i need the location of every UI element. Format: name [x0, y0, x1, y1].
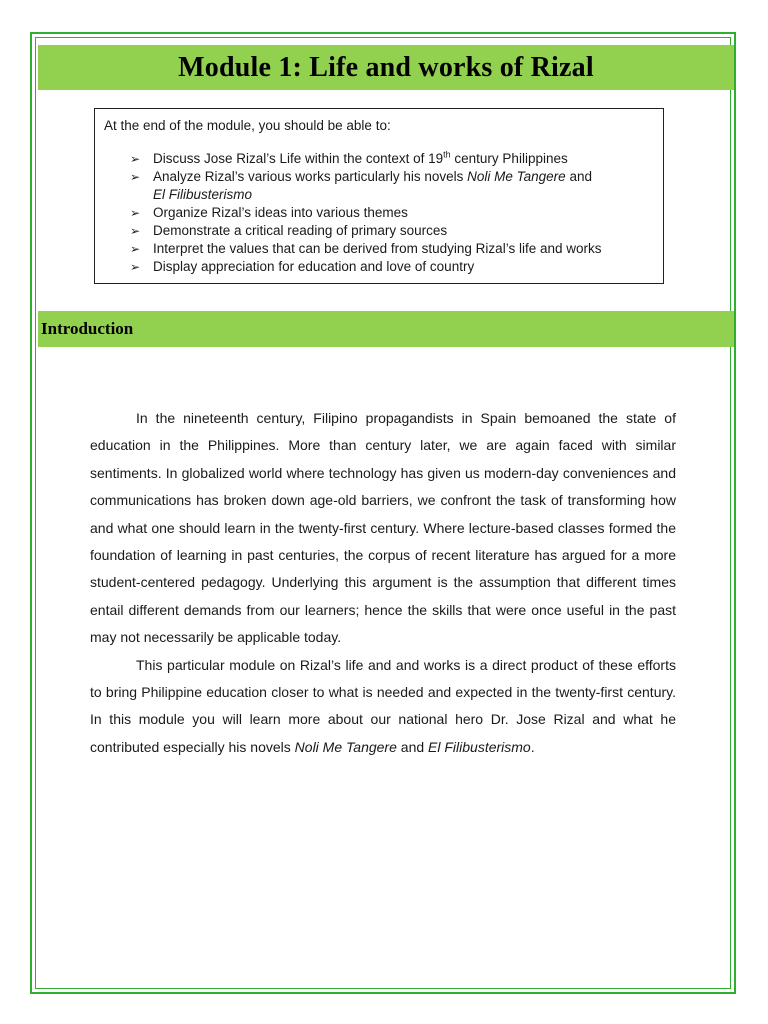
- introduction-heading-bar: [38, 311, 734, 347]
- objective-superscript: th: [443, 149, 451, 160]
- objective-text: Analyze Rizal’s various works particularly his novels: [153, 169, 468, 184]
- learning-objectives-box: [94, 108, 664, 284]
- introduction-heading: Introduction: [41, 319, 134, 338]
- novel-title-noli: Noli Me Tangere: [294, 738, 397, 755]
- arrow-bullet-icon: ➢: [130, 224, 141, 238]
- arrow-bullet-icon: ➢: [130, 152, 141, 166]
- objective-text: Interpret the values that can be derived from studying Rizal’s life and works: [153, 241, 602, 256]
- novel-title-noli: Noli Me Tangere: [467, 169, 566, 184]
- objective-item: [130, 258, 653, 276]
- objective-text-mid: and: [565, 169, 592, 184]
- objective-text-end: century Philippines: [450, 151, 568, 166]
- arrow-bullet-icon: ➢: [130, 170, 141, 184]
- objective-text: Discuss Jose Rizal’s Life within the context of 19: [153, 151, 444, 166]
- objective-text: Demonstrate a critical reading of primary sources: [153, 223, 448, 238]
- paragraph-text: This particular module on Rizal’s life and and works is a direct product of these efforts to bring Philippine education closer to what is needed and expected in the twenty-first century. In this module you will learn more about our national hero Dr. Jose Rizal and what he contributed especially his novels: [90, 656, 676, 755]
- objective-text: Display appreciation for education and love of country: [153, 259, 475, 274]
- objective-item: [130, 240, 653, 258]
- novel-title-fili: El Filibusterismo: [428, 738, 531, 755]
- objective-text: Organize Rizal’s ideas into various themes: [153, 205, 408, 220]
- paragraph-text-end: .: [530, 738, 535, 755]
- objectives-lead: At the end of the module, you should be able to:: [104, 118, 391, 133]
- introduction-paragraph-2: [90, 652, 676, 762]
- module-title: Module 1: Life and works of Rizal: [178, 51, 594, 83]
- paragraph-text-mid: and: [396, 738, 429, 755]
- module-title-bar: [38, 45, 734, 90]
- introduction-body: [90, 405, 676, 761]
- novel-title-fili: El Filibusterismo: [153, 187, 253, 202]
- introduction-paragraph-1: In the nineteenth century, Filipino propagandists in Spain bemoaned the state of education in the Philippines. More than century later, we are again faced with similar sentiments. In globalized world where technology has given us modern-day conveniences and communications has broken down age-old barriers, we confront the task of transforming how and what one should learn in the twenty-first century. Where lecture-based classes formed the foundation of learning in past centuries, the corpus of recent literature has argued for a more student-centered pedagogy. Underlying this argument is the assumption that different times entail different demands from our learners; hence the skills that were once useful in the past may not necessarily be applicable today.: [90, 410, 676, 646]
- objective-item: [130, 222, 653, 240]
- objective-item: [130, 204, 653, 222]
- arrow-bullet-icon: ➢: [130, 206, 141, 220]
- objective-item: [130, 150, 653, 168]
- arrow-bullet-icon: ➢: [130, 260, 141, 274]
- objective-item: [130, 168, 653, 204]
- arrow-bullet-icon: ➢: [130, 242, 141, 256]
- objectives-list: [104, 150, 653, 276]
